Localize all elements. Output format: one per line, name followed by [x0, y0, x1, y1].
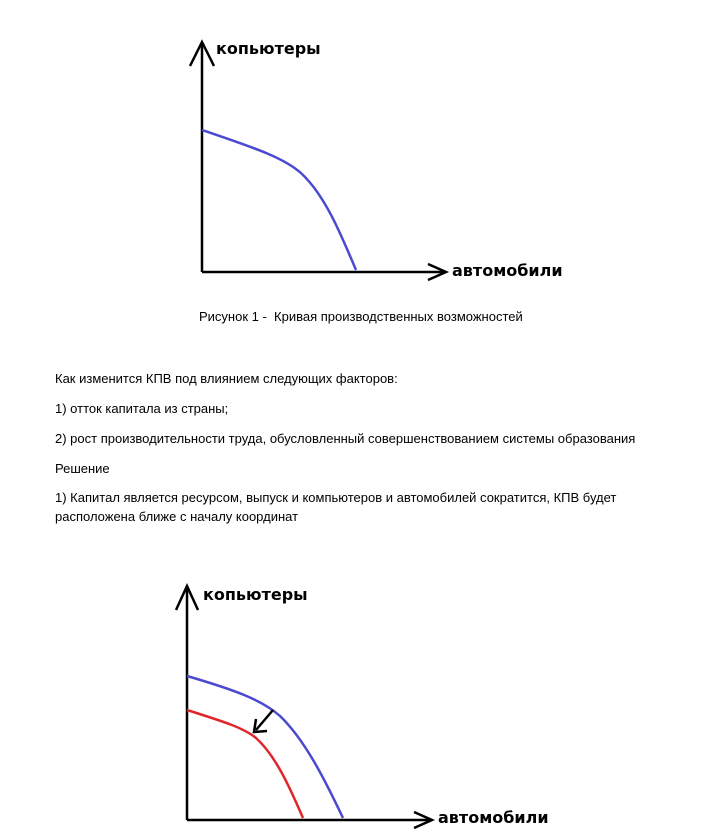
figure-1	[190, 39, 563, 280]
figure-2	[176, 585, 549, 828]
fig2-shift-arrow-shaft	[256, 710, 273, 730]
fig2-y-axis-label: копьютеры	[203, 585, 308, 604]
fig1-y-axis-label: копьютеры	[216, 39, 321, 58]
fig2-x-axis-label: автомобили	[438, 808, 549, 827]
fig1-ppf-curve	[202, 130, 356, 270]
fig1-x-axis-label: автомобили	[452, 261, 563, 280]
fig2-shifted-ppf-curve	[187, 710, 303, 818]
figure-1-caption: Рисунок 1 - Кривая производственных возможностей	[199, 309, 523, 324]
factor-item-1: 1) отток капитала из страны;	[55, 401, 229, 416]
solution-heading: Решение	[55, 461, 110, 476]
question-text: Как изменится КПВ под влиянием следующих факторов:	[55, 371, 398, 386]
answer-item-1: 1) Капитал является ресурсом, выпуск и компьютеров и автомобилей сократится, КПВ будет расположена ближе с началу координат	[55, 490, 617, 524]
factor-item-2: 2) рост производительности труда, обусловленный совершенствованием системы образования	[55, 431, 636, 446]
